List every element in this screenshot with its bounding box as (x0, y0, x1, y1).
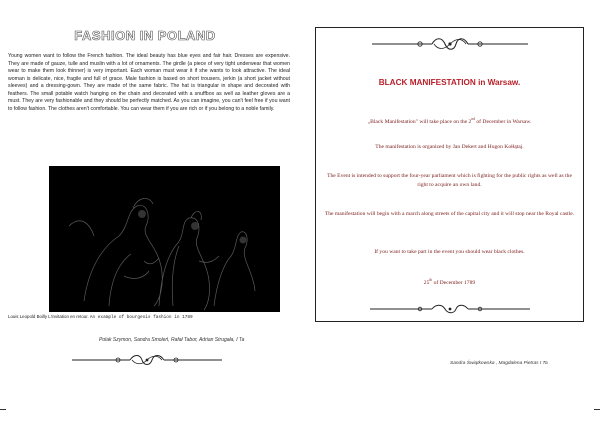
dress-code-paragraph: If you want to take part in the event you should wear black clothes. (374, 249, 525, 255)
authors-credit: Polak Szymon, Sandra Smoleń, Rafał Tabor, Adrian Strugała, I Ta (99, 337, 245, 343)
flourish-divider-icon (370, 36, 530, 52)
painting-image (49, 166, 280, 312)
announcement-text-tail: of December in Warsaw. (474, 118, 532, 125)
announcement-date-line (322, 115, 577, 126)
poster-date (322, 276, 577, 287)
article-paragraph: Young women want to follow the French fashion. The ideal beauty has blue eyes and fair hair. Dresses are expensive. They are made of gauze, tulle and muslin with a lot of ornaments. The girdle (a piece of very tight underwear that women wear to make them look thinner) is very important. Each woman must wear it if she wants to look attractive. The ideal woman is delicate, nice, fragile and full of grace. Male fashion is based on short trousers, jerkin (a short jacket without sleeves) and a dressing-gown. They are made of the same fabric. The hat is triangular in shape and decorated with feathers. The small potable watch hanging on the chain and decorated with a snuffbox as well as leather gloves are a must. They are very fashionable and they should be perfectly matched. As you can imagine, you can't feel free if you want to follow fashion. The clothes aren't comfortable. You can wear them if you are rich or if you belong to a noble family. (8, 53, 290, 112)
route-paragraph: The manifestation will begin with a march along streets of the capital city and it will stop near the Royal castle. (324, 211, 575, 217)
right-page (300, 0, 600, 424)
organizers-paragraph: The manifestation is organized by Jan Dekert and Hugon Kołłątaj. (375, 144, 524, 150)
date-rest: of December 1789 (432, 279, 476, 286)
ordinal-suffix: nd (471, 117, 475, 121)
caption-credit: Louis Leopold Boilly L'invitation en retour. (8, 314, 89, 319)
caption-description: An example of bourgeois fashion in 1789 (89, 315, 193, 320)
crop-mark (0, 409, 6, 410)
announcement-text: „Black Manifestation" will take place on the 2 (367, 118, 472, 125)
authors-credit: Sandra Świątkowska , Magdalena Pietras I Ta (450, 361, 548, 366)
flourish-divider-icon (368, 303, 532, 315)
image-caption (8, 314, 298, 320)
purpose-paragraph: The Event is intended to support the four-year parliament which is fighting for the public rights as well as the right to acquire an own land. (327, 173, 572, 188)
crop-mark (594, 409, 600, 410)
flourish-divider-icon (70, 353, 224, 367)
date-day: 25 (423, 279, 430, 286)
painting-figures-illustration (49, 166, 280, 312)
date-suffix: th (429, 278, 433, 282)
page-title: FASHION IN POLAND (74, 28, 216, 43)
poster-title: BLACK MANIFESTATION in Warsaw. (378, 78, 521, 87)
